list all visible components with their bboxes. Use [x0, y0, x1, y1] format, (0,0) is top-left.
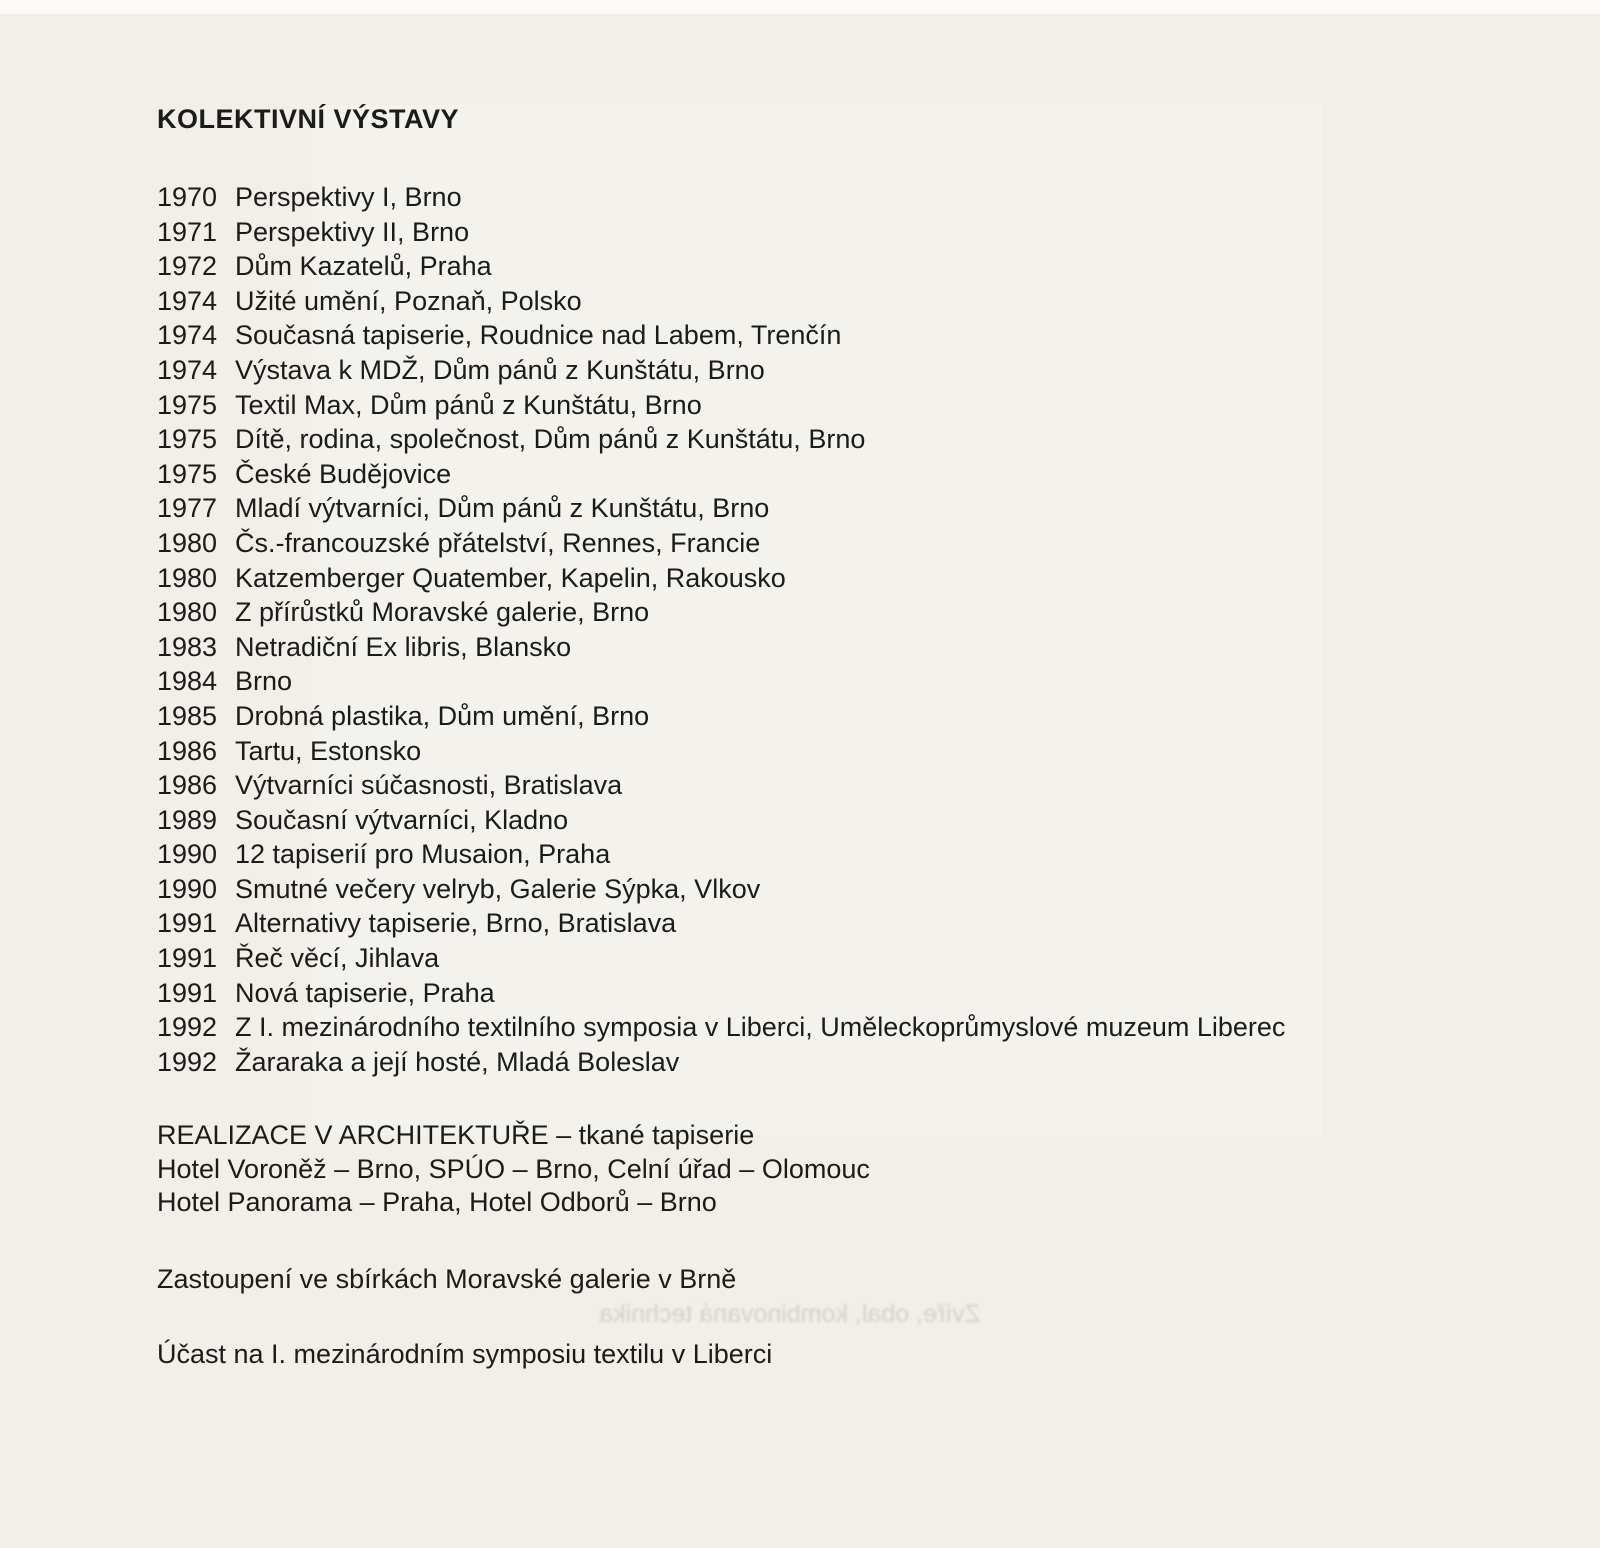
- exhibition-year: 1980: [157, 527, 218, 558]
- exhibition-row: [157, 837, 1487, 872]
- exhibition-year: 1986: [157, 735, 218, 766]
- exhibition-year: 1971: [157, 216, 218, 247]
- exhibition-year: 1975: [157, 458, 218, 489]
- exhibition-year: 1984: [157, 666, 218, 697]
- scan-edge-highlight: [0, 0, 1600, 14]
- exhibition-row: [157, 284, 1487, 319]
- architecture-line: Hotel Panorama – Praha, Hotel Odborů – Brno: [157, 1187, 717, 1218]
- exhibition-year: 1985: [157, 700, 218, 731]
- exhibition-title: Textil Max, Dům pánů z Kunštátu, Brno: [235, 389, 702, 420]
- exhibition-row: [157, 561, 1487, 596]
- exhibition-row: [157, 734, 1487, 769]
- exhibition-year: 1977: [157, 493, 218, 524]
- symposium-note: Účast na I. mezinárodním symposiu textilu v Liberci: [157, 1339, 773, 1370]
- exhibition-year: 1972: [157, 251, 218, 282]
- exhibition-title: Smutné večery velryb, Galerie Sýpka, Vlkov: [235, 873, 761, 904]
- exhibition-title: Užité umění, Poznaň, Polsko: [235, 285, 582, 316]
- exhibition-title: Perspektivy I, Brno: [235, 182, 462, 212]
- exhibition-year: 1980: [157, 597, 218, 628]
- exhibition-row: [157, 526, 1487, 561]
- exhibition-row: [157, 180, 1487, 215]
- exhibition-row: [157, 803, 1487, 838]
- exhibition-title: 12 tapiserií pro Musaion, Praha: [235, 839, 611, 870]
- exhibition-title: Dítě, rodina, společnost, Dům pánů z Kunštátu, Brno: [235, 424, 866, 455]
- exhibition-row: [157, 249, 1487, 284]
- exhibition-row: [157, 457, 1487, 492]
- exhibition-title: Drobná plastika, Dům umění, Brno: [235, 700, 650, 731]
- exhibition-row: [157, 422, 1487, 457]
- exhibition-title: Katzemberger Quatember, Kapelin, Rakousko: [235, 562, 786, 593]
- exhibition-title: Mladí výtvarníci, Dům pánů z Kunštátu, Brno: [235, 493, 770, 524]
- exhibition-year: 1975: [157, 389, 218, 420]
- exhibition-row: [157, 353, 1487, 388]
- exhibition-year: 1991: [157, 977, 218, 1008]
- exhibition-year: 1974: [157, 354, 218, 385]
- exhibition-row: [157, 491, 1487, 526]
- architecture-heading: REALIZACE V ARCHITEKTUŘE – tkané tapiserie: [157, 1120, 755, 1151]
- exhibition-title: České Budějovice: [235, 458, 452, 489]
- exhibition-title: Tartu, Estonsko: [235, 735, 422, 766]
- exhibition-title: Dům Kazatelů, Praha: [235, 251, 492, 282]
- exhibition-row: [157, 215, 1487, 250]
- exhibition-year: 1992: [157, 1012, 218, 1043]
- exhibition-row: [157, 595, 1487, 630]
- exhibition-title: Řeč věcí, Jihlava: [235, 943, 440, 974]
- exhibition-year: 1975: [157, 424, 218, 455]
- exhibition-year: 1983: [157, 631, 218, 662]
- exhibition-row: [157, 976, 1487, 1011]
- exhibition-year: 1990: [157, 839, 218, 870]
- exhibition-row: [157, 1010, 1487, 1045]
- exhibition-year: 1970: [157, 182, 218, 212]
- exhibition-title: Čs.-francouzské přátelství, Rennes, Francie: [235, 527, 761, 558]
- exhibition-row: [157, 318, 1487, 353]
- exhibition-row: [157, 388, 1487, 423]
- collections-note: Zastoupení ve sbírkách Moravské galerie v Brně: [157, 1264, 737, 1295]
- exhibition-row: [157, 664, 1487, 699]
- exhibition-row: [157, 699, 1487, 734]
- exhibition-title: Z přírůstků Moravské galerie, Brno: [235, 597, 650, 628]
- exhibition-title: Nová tapiserie, Praha: [235, 977, 495, 1008]
- exhibition-title: Výstava k MDŽ, Dům pánů z Kunštátu, Brno: [235, 354, 765, 385]
- exhibition-year: 1974: [157, 320, 218, 351]
- exhibition-title: Alternativy tapiserie, Brno, Bratislava: [235, 908, 677, 939]
- exhibition-row: [157, 906, 1487, 941]
- exhibition-year: 1992: [157, 1046, 218, 1077]
- exhibition-title: Perspektivy II, Brno: [235, 216, 470, 247]
- exhibition-title: Netradiční Ex libris, Blansko: [235, 631, 572, 662]
- exhibition-title: Z I. mezinárodního textilního symposia v Liberci, Uměleckoprůmyslové muzeum Liberec: [235, 1012, 1286, 1043]
- exhibition-title: Výtvarníci súčasnosti, Bratislava: [235, 770, 623, 801]
- exhibition-title: Současná tapiserie, Roudnice nad Labem, Trenčín: [235, 320, 842, 351]
- exhibition-year: 1986: [157, 770, 218, 801]
- exhibition-year: 1990: [157, 873, 218, 904]
- exhibition-year: 1989: [157, 804, 218, 835]
- exhibition-title: Brno: [235, 666, 293, 697]
- exhibition-row: [157, 768, 1487, 803]
- exhibition-year: 1974: [157, 285, 218, 316]
- exhibition-title: Žararaka a její hosté, Mladá Boleslav: [235, 1046, 680, 1077]
- exhibitions-list: [157, 180, 1487, 1079]
- exhibition-year: 1991: [157, 908, 218, 939]
- exhibition-year: 1980: [157, 562, 218, 593]
- exhibition-row: [157, 630, 1487, 665]
- exhibition-row: [157, 872, 1487, 907]
- document-content: [157, 104, 1487, 1371]
- architecture-section: [157, 1119, 1487, 1219]
- page-bleed-through-text: Zvíře, obal, kombinovaná technika: [599, 1300, 980, 1328]
- architecture-line: Hotel Voroněž – Brno, SPÚO – Brno, Celní úřad – Olomouc: [157, 1154, 870, 1185]
- exhibition-year: 1991: [157, 943, 218, 974]
- exhibition-title: Současní výtvarníci, Kladno: [235, 804, 569, 835]
- exhibition-row: [157, 1045, 1487, 1080]
- exhibition-row: [157, 941, 1487, 976]
- page-title: KOLEKTIVNÍ VÝSTAVY: [157, 104, 460, 134]
